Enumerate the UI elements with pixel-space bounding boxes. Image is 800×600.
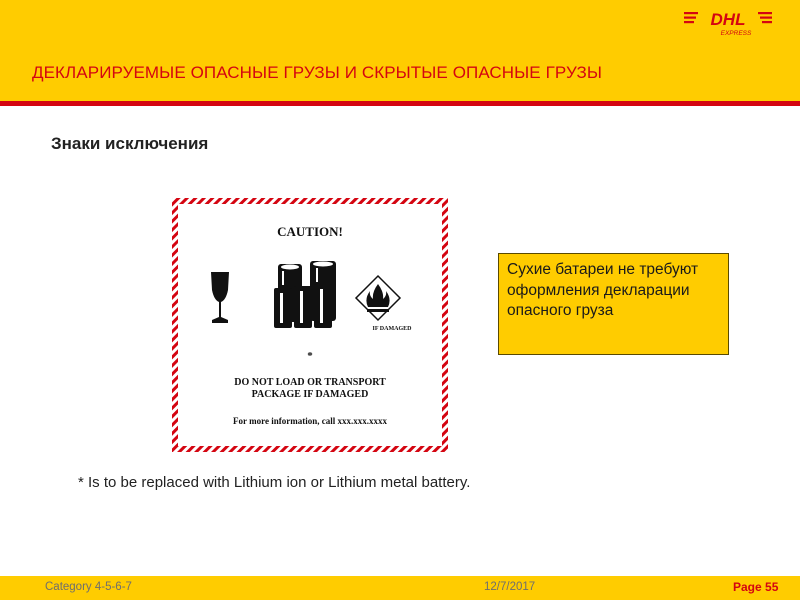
dhl-logo-text: DHL bbox=[710, 10, 746, 29]
asterisk-mark: * bbox=[307, 350, 313, 362]
footer-bar bbox=[0, 576, 800, 600]
caution-label bbox=[170, 196, 450, 454]
note-box: Сухие батареи не требуют оформления декларации опасного груза bbox=[498, 253, 729, 355]
header-red-rule bbox=[0, 101, 800, 106]
section-subtitle: Знаки исключения bbox=[51, 134, 209, 153]
express-logo-text: EXPRESS bbox=[720, 30, 752, 37]
warning-line-1: DO NOT LOAD OR TRANSPORT bbox=[234, 377, 386, 388]
header-bar bbox=[0, 0, 800, 101]
page-number: Page 55 bbox=[733, 580, 779, 594]
caution-heading: CAUTION! bbox=[277, 224, 343, 239]
warning-line-2: PACKAGE IF DAMAGED bbox=[251, 389, 369, 400]
flame-caption: IF DAMAGED bbox=[372, 326, 412, 332]
dhl-express-logo bbox=[684, 10, 774, 40]
footer-date: 12/7/2017 bbox=[484, 581, 536, 593]
page-title: ДЕКЛАРИРУЕМЫЕ ОПАСНЫЕ ГРУЗЫ И СКРЫТЫЕ ОПАСНЫЕ ГРУЗЫ bbox=[32, 63, 602, 82]
footer-category: Category 4-5-6-7 bbox=[45, 581, 132, 593]
info-line: For more information, call xxx.xxx.xxxx bbox=[233, 416, 387, 426]
footnote: * Is to be replaced with Lithium ion or Lithium metal battery. bbox=[78, 474, 471, 491]
